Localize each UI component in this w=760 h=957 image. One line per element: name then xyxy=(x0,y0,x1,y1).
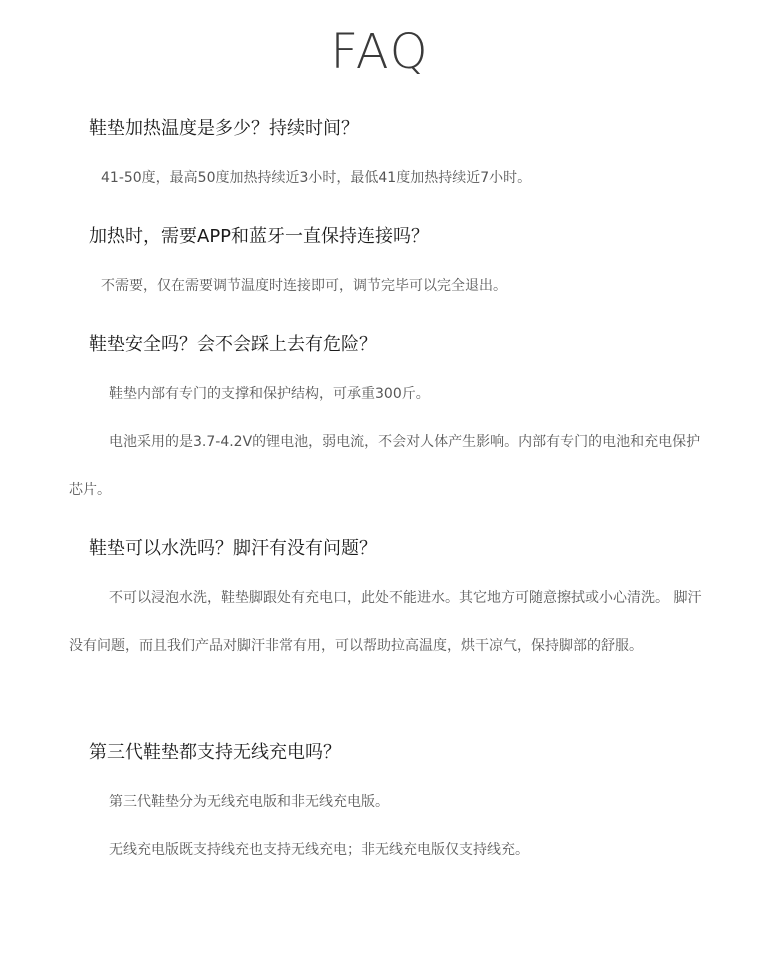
faq-question-5: 第三代鞋垫都支持无线充电吗？ xyxy=(89,742,341,763)
faq-answer-3b: 电池采用的是3.7-4.2V的锂电池，弱电流，不会对人体产生影响。内部有专门的电池和充电保护芯片。 xyxy=(69,434,701,498)
faq-answer-1: 41-50度，最高50度加热持续近3小时，最低41度加热持续近7小时。 xyxy=(101,170,532,186)
faq-answer-4: 不可以浸泡水洗，鞋垫脚跟处有充电口，此处不能进水。其它地方可随意擦拭或小心清洗。 脚汗没有问题，而且我们产品对脚汗非常有用，可以帮助拉高温度，烘干凉气，保持脚部的舒服。 xyxy=(69,590,702,654)
faq-question-1: 鞋垫加热温度是多少？持续时间？ xyxy=(89,118,359,139)
page-title: FAQ xyxy=(330,24,430,80)
faq-answer-2: 不需要，仅在需要调节温度时连接即可，调节完毕可以完全退出。 xyxy=(101,278,507,294)
faq-answer-3a: 鞋垫内部有专门的支撑和保护结构，可承重300斤。 xyxy=(109,386,430,402)
faq-question-4: 鞋垫可以水洗吗？脚汗有没有问题？ xyxy=(89,538,377,559)
faq-question-2: 加热时，需要APP和蓝牙一直保持连接吗？ xyxy=(89,226,430,247)
faq-answer-5b: 无线充电版既支持线充也支持无线充电；非无线充电版仅支持线充。 xyxy=(109,842,529,858)
faq-question-3: 鞋垫安全吗？会不会踩上去有危险？ xyxy=(89,334,377,355)
faq-answer-5a: 第三代鞋垫分为无线充电版和非无线充电版。 xyxy=(109,794,389,810)
